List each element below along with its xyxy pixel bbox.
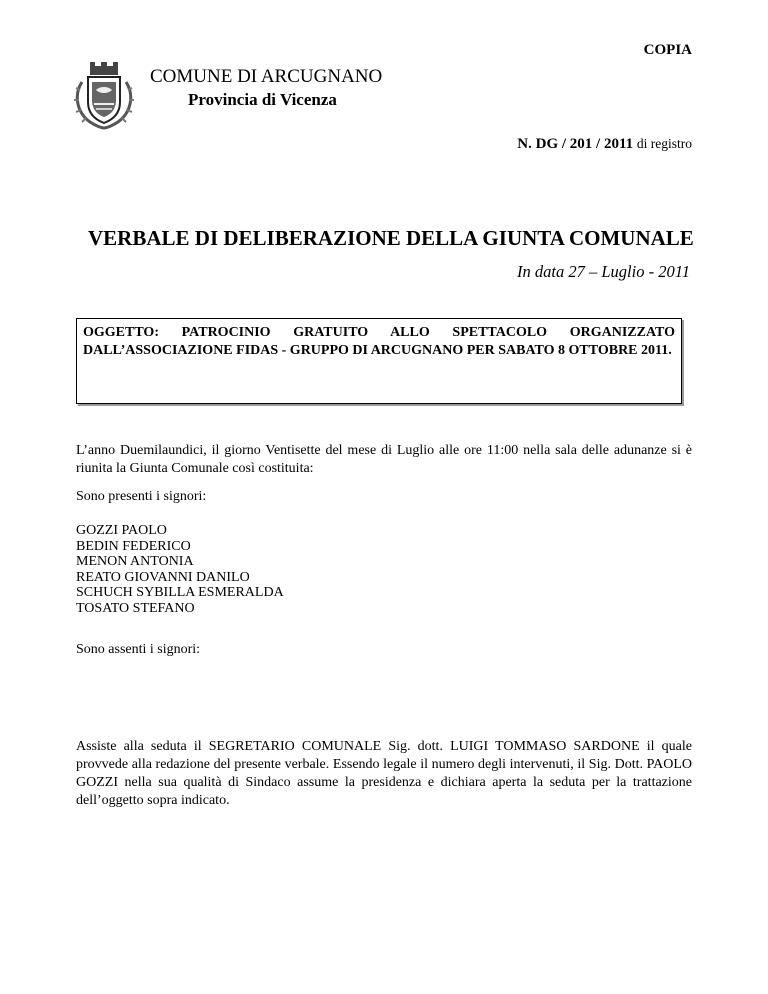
- registro-number: [517, 136, 692, 153]
- provincia-name: Provincia di Vicenza: [188, 90, 337, 109]
- oggetto-text: OGGETTO: PATROCINIO GRATUITO ALLO SPETTACOLO ORGANIZZATO DALL’ASSOCIAZIONE FIDAS - GRUPPO DI ARCUGNANO PER SABATO 8 OTTOBRE 2011.: [83, 325, 675, 358]
- date-line: In data 27 – Luglio - 2011: [517, 262, 690, 281]
- coat-of-arms-icon: [72, 60, 136, 130]
- presenti-list: [76, 523, 284, 616]
- registro-suffix: di registro: [636, 136, 692, 151]
- assenti-label: Sono assenti i signori:: [76, 642, 201, 657]
- member-item: TOSATO STEFANO: [76, 600, 195, 616]
- member-item: REATO GIOVANNI DANILO: [76, 569, 250, 585]
- document-title: VERBALE DI DELIBERAZIONE DELLA GIUNTA COMUNALE: [88, 226, 694, 250]
- copia-label: COPIA: [643, 42, 692, 58]
- member-item: MENON ANTONIA: [76, 554, 194, 569]
- member-item: GOZZI PAOLO: [76, 523, 167, 538]
- comune-name: COMUNE DI ARCUGNANO: [150, 66, 383, 87]
- registro-id: N. DG / 201 / 2011: [517, 136, 634, 152]
- member-item: BEDIN FEDERICO: [76, 538, 191, 554]
- member-item: SCHUCH SYBILLA ESMERALDA: [76, 585, 284, 600]
- oggetto-box: [76, 318, 682, 404]
- closing-paragraph: Assiste alla seduta il SEGRETARIO COMUNALE Sig. dott. LUIGI TOMMASO SARDONE il quale provvede alla redazione del presente verbale. Essendo legale il numero degli intervenuti, il Sig. Dott. PAOLO GOZZI nella sua qualità di Sindaco assume la presidenza e dichiara aperta la seduta per la trattazione dell’oggetto sopra indicato.: [76, 739, 692, 808]
- presenti-label: Sono presenti i signori:: [76, 489, 207, 504]
- intro-paragraph: L’anno Duemilaundici, il giorno Ventisette del mese di Luglio alle ore 11:00 nella sala delle adunanze si è riunita la Giunta Comunale così costituita:: [76, 443, 692, 476]
